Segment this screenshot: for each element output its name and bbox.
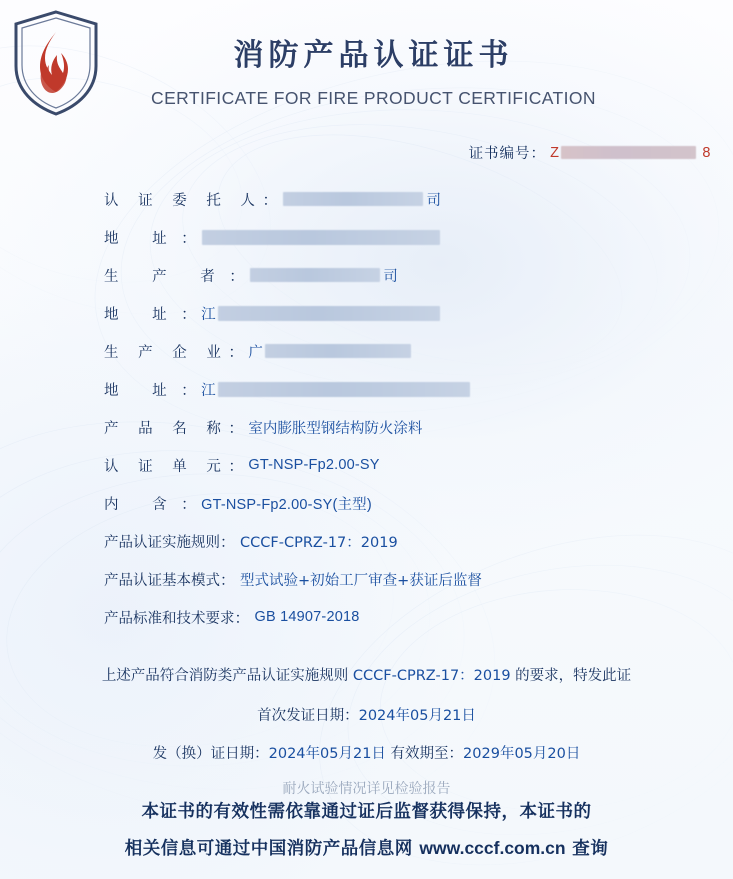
certificate-number-redaction [561,146,696,159]
field-row-manufacturer-address [0,370,733,408]
first-issue-date-line [0,704,733,725]
first-issue-date-label: 首次发证日期： [257,708,359,724]
field-colon: ： [234,609,250,627]
footer-website-url: www.cccf.com.cn [419,838,566,858]
field-value-product-name: 室内膨胀型钢结构防火涂料 [248,420,423,437]
valid-until-value: 2029年05月20日 [463,746,581,762]
first-issue-date-value: 2024年05月21日 [358,708,476,724]
field-colon: ： [220,571,236,589]
conformity-statement [0,664,733,685]
footer-line-2-prefix: 相关信息可通过中国消防产品信息网 [124,839,420,859]
field-row-producer-address [0,294,733,332]
field-value-certification-mode: 型式试验+初始工厂审查+获证后监督 [240,572,482,589]
page-title-en: CERTIFICATE FOR FIRE PRODUCT CERTIFICATION [151,88,596,108]
field-colon: ： [220,533,236,551]
field-colon: ： [228,343,244,361]
footer-line-1: 本证书的有效性需依靠通过证后监督获得保持，本证书的 [141,802,592,822]
field-value-manufacturer-address: 江 [201,382,216,399]
footer-line-2-suffix: 查询 [565,839,609,859]
valid-until-label: 有效期至： [385,746,464,762]
field-label-producer: 生 产 者 [104,268,230,285]
certificate-number-suffix: 8 [702,144,711,161]
field-label-product-name: 产 品 名 称 [104,420,229,437]
certificate-fields [0,180,733,636]
field-label-certification-mode: 产品认证基本模式 [104,572,220,589]
fire-test-note: 耐火试验情况详见检验报告 [282,781,451,797]
field-label-implementation-rule: 产品认证实施规则 [104,534,220,551]
field-row-includes [0,484,733,522]
field-colon: ： [181,305,197,323]
field-row-producer [0,256,733,294]
field-row-implementation-rule [0,522,733,560]
field-value-redaction-manufacturer [265,344,411,358]
statement-prefix: 上述产品符合消防类产品认证实施规则 [101,668,353,684]
field-value-producer-address: 江 [201,306,216,323]
field-row-standard [0,598,733,636]
footer-line-2 [0,835,733,860]
statement-suffix: 的要求，特发此证 [510,668,632,684]
issue-date-label: 发（换）证日期： [152,746,269,762]
field-colon: ： [181,495,197,513]
field-value-implementation-rule: CCCF-CPRZ-17：2019 [240,534,398,551]
field-row-applicant [0,180,733,218]
issue-date-value: 2024年05月21日 [268,746,386,762]
field-row-manufacturer [0,332,733,370]
field-value-redaction-applicant-address [202,230,440,245]
document-footer [0,798,733,860]
field-label-producer-address: 地 址 [104,306,182,323]
field-value-applicant-suffix: 司 [426,192,441,209]
field-value-redaction-producer [250,268,380,282]
certificate-number-label: 证书编号： [468,146,547,162]
field-value-redaction-manufacturer-address [218,382,470,397]
field-value-manufacturer: 广 [248,344,263,361]
statement-rule: CCCF-CPRZ-17：2019 [352,668,511,684]
field-colon: ： [181,229,197,247]
page-title-cn: 消防产品认证证书 [233,38,514,73]
field-row-product-name [0,408,733,446]
field-label-standard: 产品标准和技术要求 [104,610,235,627]
field-label-manufacturer: 生 产 企 业 [104,344,229,361]
field-row-applicant-address [0,218,733,256]
field-colon: ： [228,419,244,437]
field-label-manufacturer-address: 地 址 [104,382,182,399]
issue-and-validity-date-line [0,742,733,763]
field-label-applicant-address: 地 址 [104,230,182,247]
field-colon: ： [262,191,278,209]
field-label-includes: 内 含 [104,496,182,513]
certificate-number-prefix: Z [550,144,560,161]
field-colon: ： [228,457,244,475]
field-value-certification-unit: GT-NSP-Fp2.00-SY [248,457,380,473]
field-value-producer-suffix: 司 [383,268,398,285]
field-label-certification-unit: 认 证 单 元 [104,458,229,475]
field-value-includes: GT-NSP-Fp2.00-SY(主型) [201,496,372,513]
field-label-applicant: 认 证 委 托 人 [104,192,263,209]
field-value-redaction-producer-address [218,306,440,321]
document-header [0,30,733,109]
field-colon: ： [181,381,197,399]
field-value-redaction-applicant [283,192,423,206]
field-colon: ： [229,267,245,285]
field-row-certification-mode [0,560,733,598]
field-row-certification-unit [0,446,733,484]
certificate-number [469,142,711,163]
field-value-standard: GB 14907-2018 [254,609,360,625]
